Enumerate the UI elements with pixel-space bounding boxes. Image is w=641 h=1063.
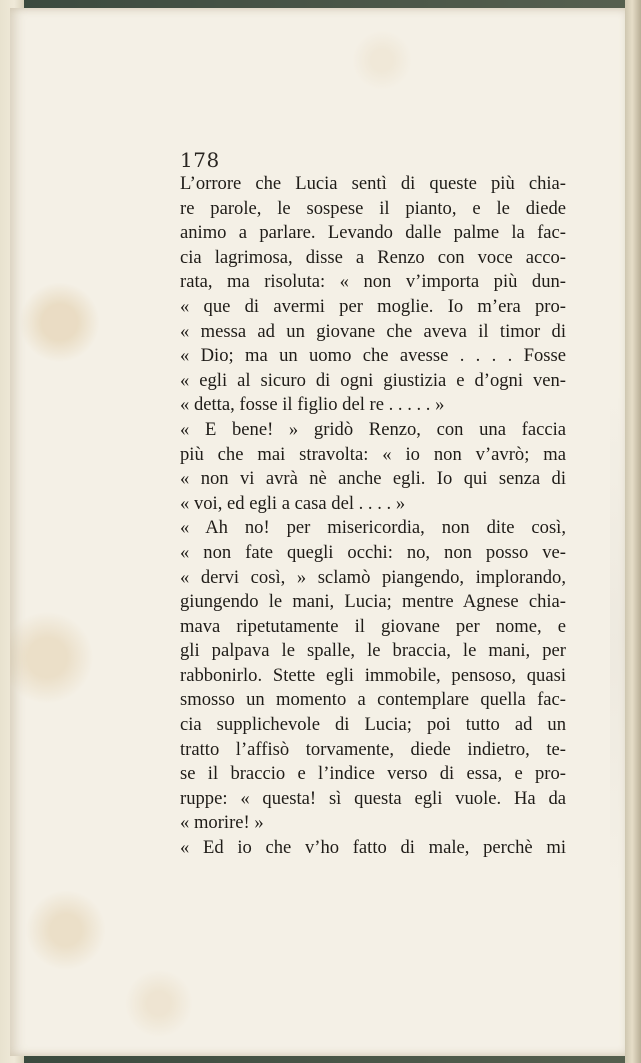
text-line: « E bene! » gridò Renzo, con una faccia [180,418,566,440]
text-line: « dervi così, » sclamò piangendo, implorando, [180,566,566,588]
text-line: mava ripetutamente il giovane per nome, e [180,615,566,637]
page-number: 178 [180,148,220,172]
page-edge [625,0,641,1063]
text-line: « detta, fosse il figlio del re . . . . . » [180,394,445,416]
text-line: « morire! » [180,812,264,834]
text-line: rabbonirlo. Stette egli immobile, pensoso, quasi [180,664,566,686]
text-line: « voi, ed egli a casa del . . . . » [180,492,406,514]
text-line: animo a parlare. Levando dalle palme la fac- [180,222,566,244]
text-line: « egli al sicuro di ogni giustizia e d’ogni ven- [180,369,566,391]
text-line: L’orrore che Lucia sentì di queste più chia- [180,173,566,194]
text-line: gli palpava le spalle, le braccia, le mani, per [180,640,566,662]
text-line: « Dio; ma un uomo che avesse . . . . Fosse [180,345,566,367]
text-line: « Ed io che v’ho fatto di male, perchè mi [180,837,566,859]
text-line: « non fate quegli occhi: no, non posso ve- [180,541,566,563]
text-line: « non vi avrà nè anche egli. Io qui senza di [180,468,566,490]
text-line: re parole, le sospese il pianto, e le diede [180,197,566,219]
text-line: tratto l’affisò torvamente, diede indietro, te- [180,738,566,760]
text-line: se il braccio e l’indice verso di essa, e pro- [180,763,566,785]
text-line: « Ah no! per misericordia, non dite così, [180,517,566,539]
text-line: « que di avermi per moglie. Io m’era pro- [180,295,566,317]
body-text [180,172,566,861]
text-line: cia lagrimosa, disse a Renzo con voce acco- [180,246,566,268]
text-line: « messa ad un giovane che aveva il timor di [180,320,566,342]
text-line: giungendo le mani, Lucia; mentre Agnese chia- [180,591,566,613]
text-line: cia supplichevole di Lucia; poi tutto ad un [180,714,566,736]
text-line: rata, ma risoluta: « non v’importa più dun- [180,271,566,293]
text-line: smosso un momento a contemplare quella fac- [180,689,566,711]
text-line: più che mai stravolta: « io non v’avrò; ma [180,443,566,465]
text-line: ruppe: « questa! sì questa egli vuole. Ha da [180,787,566,809]
